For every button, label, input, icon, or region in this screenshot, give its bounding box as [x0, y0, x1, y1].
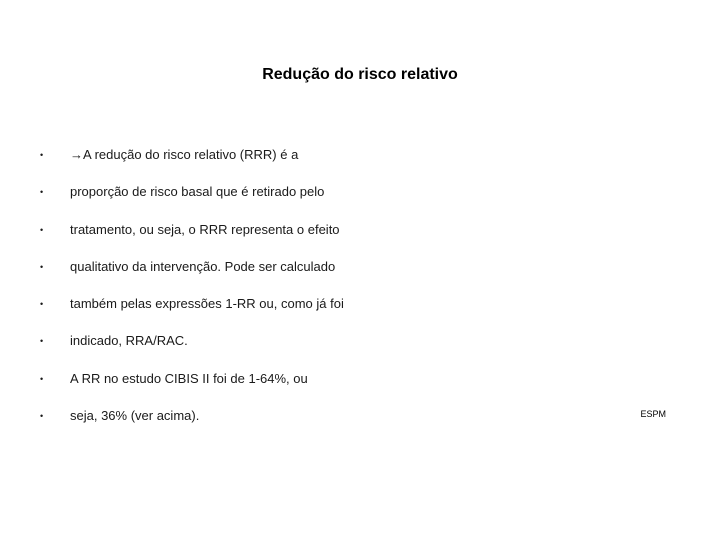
bullet-item — [40, 332, 600, 350]
bullet-marker: • — [40, 411, 44, 422]
bullet-marker: • — [40, 299, 44, 310]
bullet-text: qualitativo da intervenção. Pode ser calculado — [70, 258, 336, 274]
bullet-item — [40, 183, 600, 201]
bullet-marker: • — [40, 224, 44, 235]
bullet-text: também pelas expressões 1-RR ou, como já foi — [70, 296, 344, 312]
bullet-marker: • — [40, 187, 44, 198]
bullet-marker: • — [40, 373, 44, 384]
bullet-text: proporção de risco basal que é retirado pelo — [70, 184, 325, 200]
bullet-text: indicado, RRA/RAC. — [70, 333, 188, 349]
bullet-text: tratamento, ou seja, o RRR representa o efeito — [70, 221, 340, 237]
bullet-item — [40, 221, 600, 239]
bullet-text: →A redução do risco relativo (RRR) é a — [70, 147, 299, 162]
bullet-marker: • — [40, 150, 44, 160]
bullet-item — [40, 407, 600, 425]
bullet-item — [40, 370, 600, 388]
slide-title — [0, 66, 720, 84]
bullet-text: seja, 36% (ver acima). — [70, 408, 200, 424]
bullet-item — [40, 146, 600, 164]
slide-title-text: Redução do risco relativo — [262, 66, 458, 83]
bullet-text: A RR no estudo CIBIS II foi de 1-64%, ou — [70, 370, 308, 386]
footer-label: ESPM — [640, 409, 666, 419]
bullet-item — [40, 258, 600, 276]
bullet-marker: • — [40, 336, 44, 347]
bullet-list — [40, 146, 600, 444]
bullet-item — [40, 295, 600, 313]
bullet-marker: • — [40, 261, 44, 272]
